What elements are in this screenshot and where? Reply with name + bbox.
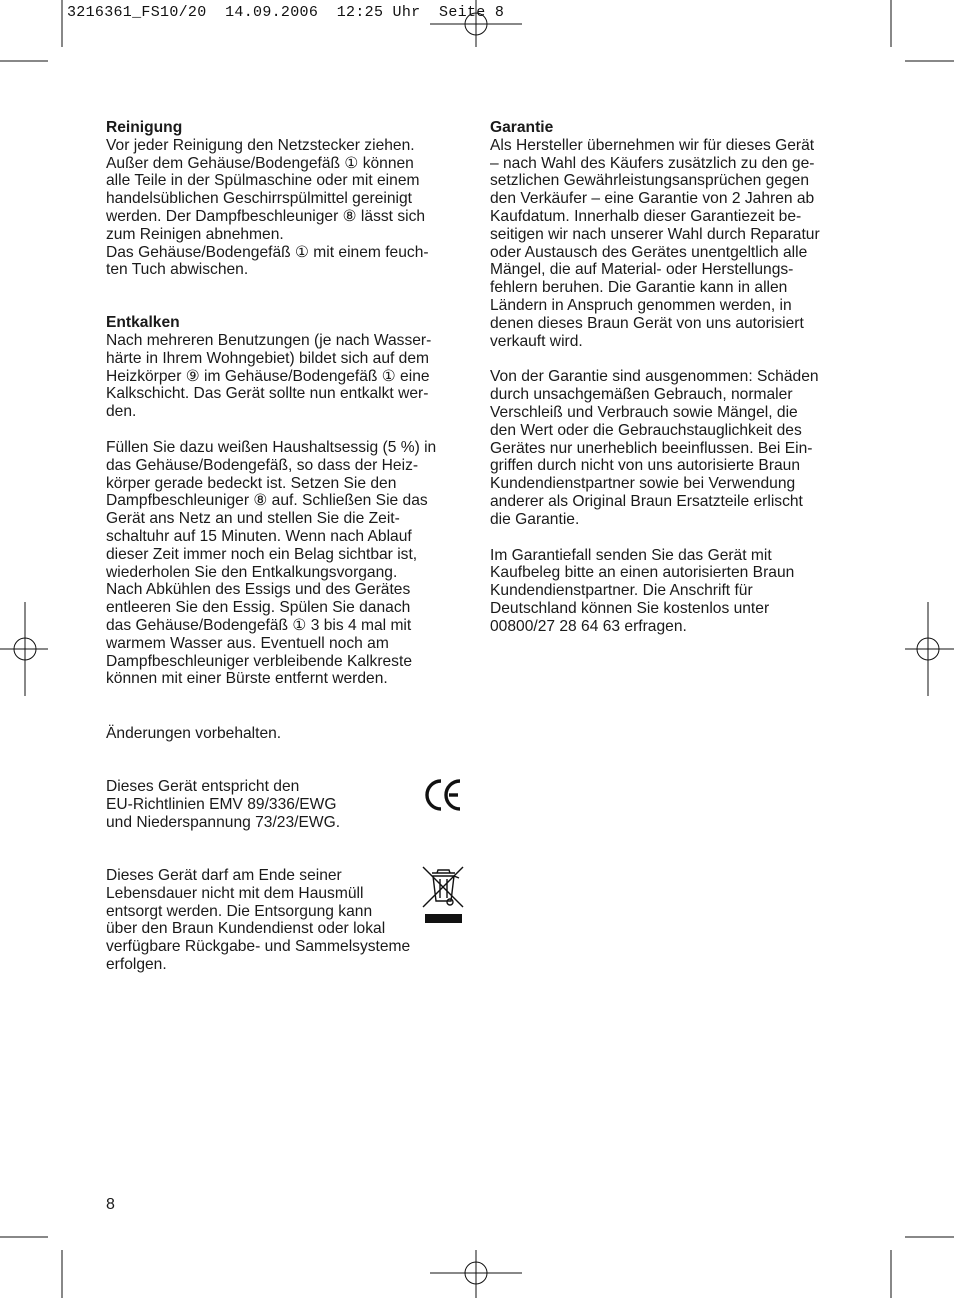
ce-compliance-text: Dieses Gerät entspricht den EU-Richtlinien EMV 89/336/EWG und Niederspannung 73/23/EWG. (106, 778, 341, 831)
left-column (106, 119, 466, 688)
crossed-out-wheelie-bin-icon (420, 864, 466, 928)
section-warranty (490, 119, 852, 636)
cleaning-heading: Reinigung (106, 119, 183, 136)
right-column (490, 119, 852, 636)
cleaning-paragraph: Vor jeder Reinigung den Netzstecker ziehen. Außer dem Gehäuse/Bodengefäß ① können alle Teile in der Spülmaschine oder mit einem handelsüblichen Geschirrspülmittel gereinigt werden. Der Dampfbeschleuniger ⑧ lässt sich zum Reinigen abnehmen. Das Gehäuse/Bodengefäß ① mit einem feuch- ten Tuch abwischen. (106, 136, 429, 279)
descaling-heading: Entkalken (106, 314, 180, 332)
warranty-paragraph-1: Als Hersteller übernehmen wir für dieses Gerät – nach Wahl des Käufers zusätzlich zu den ge- setzlichen Gewährleistungsansprüchen gegen den Verkäufer – eine Garantie von 2 Jahren ab Kaufdatum. Innerhalb dieser Garantiezeit be- seitigen wir nach unserer Wahl durch Reparatur oder Austausch des Gerätes unentgeltlich alle Mängel, die auf Material- oder Herstellungs- fehlern beruhen. Die Garantie kann in allen Ländern in Anspruch genommen werden, in denen dieses Braun Gerät von uns autorisiert verkauft wird. (490, 136, 820, 350)
page-number: 8 (106, 1196, 115, 1213)
warranty-heading: Garantie (490, 119, 554, 136)
descaling-paragraph-2: Füllen Sie dazu weißen Haushaltsessig (5 %) in das Gehäuse/Bodengefäß, so dass der Heiz- körper gerade bedeckt ist. Setzen Sie den Dampfbeschleuniger ⑧ auf. Schließen Sie das Gerät ans Netz an und stellen Sie die Zeit- schaltuhr auf 15 Minuten. Wenn nach Ablauf dieser Zeit immer noch ein Belag sichtbar ist, wiederholen Sie den Entkalkungsvorgang. Nach Abkühlen des Essigs und des Gerätes entleeren Sie den Essig. Spülen Sie danach das Gehäuse/Bodengefäß ① 3 bis 4 mal mit warmem Wasser aus. Eventuell noch am Dampfbeschleuniger verbleibende Kalkreste können mit einer Bürste entfernt werden. (106, 438, 437, 688)
changes-reserved-note: Änderungen vorbehalten. (106, 725, 282, 742)
warranty-paragraph-3: Im Garantiefall senden Sie das Gerät mit Kaufbeleg bitte an einen autorisierten Braun Kundendienstpartner. Die Anschrift für Deutschland können Sie kostenlos unter 00800/27 28 64 63 erfragen. (490, 546, 795, 635)
ce-mark-icon (424, 778, 464, 812)
section-cleaning (106, 119, 466, 279)
descaling-paragraph-1: Nach mehreren Benutzungen (je nach Wasser- härte in Ihrem Wohngebiet) bildet sich auf dem Heizkörper ⑨ im Gehäuse/Bodengefäß ① eine Kalkschicht. Das Gerät sollte nun entkalkt wer- den. (106, 331, 432, 421)
weee-disposal-text: Dieses Gerät darf am Ende seiner Lebensdauer nicht mit dem Hausmüll entsorgt werden. Die Entsorgung kann über den Braun Kundendienst oder lokal verfügbare Rückgabe- und Sammelsysteme erfolgen. (106, 867, 411, 973)
warranty-paragraph-2: Von der Garantie sind ausgenommen: Schäden durch unsachgemäßen Gebrauch, normaler Verschleiß und Verbrauch sowie Mängel, die den Wert oder die Gebrauchstauglichkeit des Gerätes nur unerheblich beeinflussen. Bei Ein- griffen durch nicht von uns autorisierte Braun Kundendienstpartner sowie bei Verwendung anderer als Original Braun Ersatzteile erlischt die Garantie. (490, 368, 819, 528)
print-header: 3216361_FS10/20 14.09.2006 12:25 Uhr Seite 8 (67, 4, 505, 21)
section-descaling (106, 314, 466, 688)
